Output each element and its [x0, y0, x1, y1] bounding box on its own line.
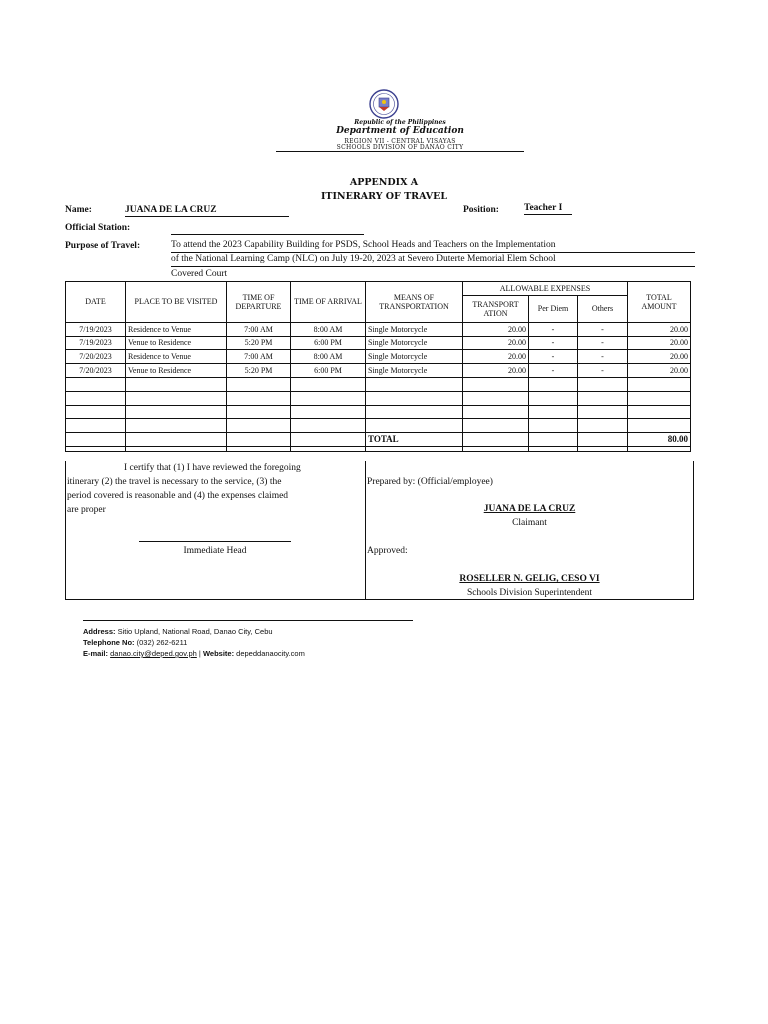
- cell-transport: 20.00: [463, 322, 529, 336]
- cell-date: 7/20/2023: [66, 364, 126, 378]
- footer-divider: [83, 620, 413, 621]
- department-text: Department of Education: [336, 126, 464, 136]
- purpose-line-3: Covered Court: [171, 269, 241, 282]
- empty-row: [66, 377, 691, 391]
- cell-total: 20.00: [628, 350, 691, 364]
- table-row: [66, 364, 691, 378]
- col-means-header: MEANS OF TRANSPORTATION: [366, 282, 463, 323]
- cell-place: Venue to Residence: [126, 364, 227, 378]
- cell-total: 20.00: [628, 322, 691, 336]
- col-others-header: Others: [578, 295, 628, 322]
- certify-line-2: itinerary (2) the travel is necessary to the service, (3) the: [67, 477, 282, 487]
- col-transport-header: TRANSPORT ATION: [463, 295, 529, 322]
- table-row: [66, 350, 691, 364]
- cell-departure: 5:20 PM: [227, 364, 291, 378]
- appendix-title: APPENDIX A: [349, 177, 419, 188]
- prepared-by-label: Prepared by: (Official/employee): [367, 477, 493, 487]
- cell-means: Single Motorcycle: [366, 336, 463, 350]
- allowable-expenses-header: ALLOWABLE EXPENSES: [463, 282, 628, 296]
- cell-departure: 7:00 AM: [227, 322, 291, 336]
- name-value: JUANA DE LA CRUZ: [125, 205, 289, 217]
- cell-total: 20.00: [628, 336, 691, 350]
- division-text: SCHOOLS DIVISION OF DANAO CITY: [336, 144, 464, 151]
- footer-address: [83, 627, 273, 636]
- claimant-name: JUANA DE LA CRUZ: [483, 504, 576, 514]
- website-label: Website:: [202, 649, 235, 658]
- cell-place: Residence to Venue: [126, 322, 227, 336]
- cell-arrival: 6:00 PM: [291, 364, 366, 378]
- cell-transport: 20.00: [463, 336, 529, 350]
- station-label: Official Station:: [65, 223, 131, 233]
- cell-date: 7/20/2023: [66, 350, 126, 364]
- col-place-header: PLACE TO BE VISITED: [126, 282, 227, 323]
- cell-means: Single Motorcycle: [366, 350, 463, 364]
- name-label: Name:: [65, 205, 92, 215]
- certify-line-1: I certify that (1) I have reviewed the foregoing: [124, 463, 301, 473]
- cell-transport: 20.00: [463, 350, 529, 364]
- cell-others: -: [578, 364, 628, 378]
- cell-arrival: 6:00 PM: [291, 336, 366, 350]
- deped-seal-icon: [369, 89, 399, 119]
- cell-perdiem: -: [529, 336, 578, 350]
- cell-others: -: [578, 336, 628, 350]
- col-total-header: TOTAL AMOUNT: [628, 282, 691, 323]
- grand-total-value: 80.00: [628, 433, 691, 447]
- header-divider: [276, 151, 524, 152]
- claimant-name-wrap: [365, 502, 694, 516]
- cell-others: -: [578, 350, 628, 364]
- telephone-label: Telephone No:: [83, 638, 135, 647]
- table-row: [66, 336, 691, 350]
- empty-row: [66, 405, 691, 419]
- certify-line-4: are proper: [67, 505, 106, 515]
- itinerary-title: ITINERARY OF TRAVEL: [320, 191, 448, 202]
- cell-perdiem: -: [529, 350, 578, 364]
- cell-means: Single Motorcycle: [366, 364, 463, 378]
- telephone-value: (032) 262-6211: [136, 638, 188, 647]
- approver-name: ROSELLER N. GELIG, CESO VI: [459, 574, 600, 584]
- email-label: E-mail:: [83, 649, 109, 658]
- address-label: Address:: [83, 627, 116, 636]
- footer-contact: [83, 649, 305, 658]
- col-arrival-header: TIME OF ARRIVAL: [291, 282, 366, 323]
- empty-row: [66, 391, 691, 405]
- approved-label: Approved:: [367, 546, 408, 556]
- col-date-header: DATE: [66, 282, 126, 323]
- email-link[interactable]: danao.city@deped.gov.ph: [110, 649, 197, 658]
- cell-date: 7/19/2023: [66, 322, 126, 336]
- cell-place: Venue to Residence: [126, 336, 227, 350]
- cell-arrival: 8:00 AM: [291, 322, 366, 336]
- cell-total: 20.00: [628, 364, 691, 378]
- purpose-line-2: of the National Learning Camp (NLC) on July 19-20, 2023 at Severo Duterte Memorial Elem School: [171, 254, 695, 267]
- immediate-head-signature-line: [139, 541, 291, 542]
- immediate-head-label: Immediate Head: [183, 546, 247, 556]
- cell-departure: 5:20 PM: [227, 336, 291, 350]
- table-row: [66, 322, 691, 336]
- col-departure-header: TIME OF DEPARTURE: [227, 282, 291, 323]
- republic-text: Republic of the Philippines: [354, 119, 446, 126]
- position-label: Position:: [463, 205, 499, 215]
- cell-departure: 7:00 AM: [227, 350, 291, 364]
- address-value: Sitio Upland, National Road, Danao City, Cebu: [117, 627, 273, 636]
- col-perdiem-header: Per Diem: [529, 295, 578, 322]
- footer-telephone: [83, 638, 187, 647]
- position-value: Teacher I: [524, 203, 572, 215]
- approver-role: Schools Division Superintendent: [466, 588, 593, 598]
- cell-means: Single Motorcycle: [366, 322, 463, 336]
- empty-row: [66, 419, 691, 433]
- cell-perdiem: -: [529, 322, 578, 336]
- purpose-label: Purpose of Travel:: [65, 241, 141, 251]
- footer-separator: |: [196, 649, 203, 658]
- total-row: [66, 433, 691, 447]
- cell-transport: 20.00: [463, 364, 529, 378]
- itinerary-table: [65, 281, 691, 452]
- website-link[interactable]: depeddanaocity.com: [236, 649, 305, 658]
- station-value: [171, 223, 364, 235]
- cell-others: -: [578, 322, 628, 336]
- certify-line-3: period covered is reasonable and (4) the expenses claimed: [67, 491, 289, 501]
- cell-perdiem: -: [529, 364, 578, 378]
- header-row-1: [66, 282, 691, 296]
- claimant-role: Claimant: [512, 518, 547, 528]
- approver-name-wrap: [365, 572, 694, 586]
- region-text: REGION VII - CENTRAL VISAYAS: [344, 138, 456, 145]
- spacer-row: [66, 446, 691, 451]
- cell-arrival: 8:00 AM: [291, 350, 366, 364]
- total-label: TOTAL: [366, 433, 463, 447]
- purpose-line-1: To attend the 2023 Capability Building for PSDS, School Heads and Teachers on the Implementation: [171, 240, 695, 253]
- cell-date: 7/19/2023: [66, 336, 126, 350]
- cell-place: Residence to Venue: [126, 350, 227, 364]
